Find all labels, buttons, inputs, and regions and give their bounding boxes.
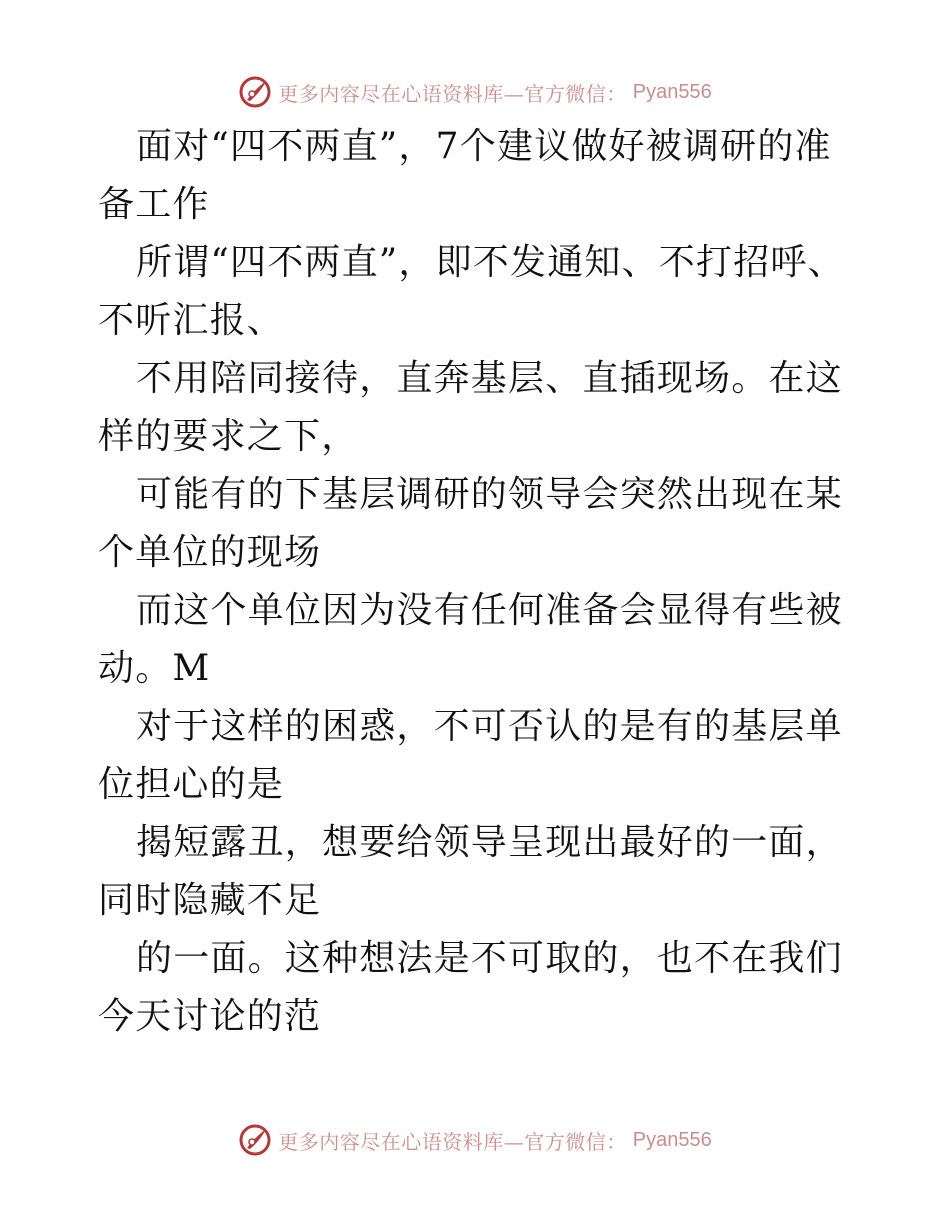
paragraph: 面对“四不两直”，7个建议做好被调研的准备工作 [98, 126, 832, 225]
paragraph: 对于这样的困惑，不可否认的是有的基层单位担心的是 [98, 706, 843, 805]
watermark-wechat-id: Pyan556 [632, 80, 712, 103]
paragraph: 的一面。这种想法是不可取的，也不在我们今天讨论的范 [98, 938, 843, 1037]
quill-pen-logo-icon [238, 1123, 272, 1157]
header-watermark [0, 72, 950, 112]
watermark-wechat-id: Pyan556 [632, 1128, 712, 1151]
quill-pen-logo-icon [238, 75, 272, 109]
document-body [98, 118, 858, 1046]
watermark-text: 更多内容尽在心语资料库—官方微信： [278, 1129, 627, 1154]
paragraph: 不用陪同接待，直奔基层、直插现场。在这样的要求之下， [98, 358, 843, 457]
footer-watermark [0, 1120, 950, 1160]
paragraph: 可能有的下基层调研的领导会突然出现在某个单位的现场 [98, 474, 843, 573]
paragraph: 所谓“四不两直”，即不发通知、不打招呼、不听汇报、 [98, 242, 845, 341]
paragraph: 而这个单位因为没有任何准备会显得有些被动。M [98, 590, 843, 689]
watermark-text: 更多内容尽在心语资料库—官方微信： [278, 81, 627, 106]
paragraph: 揭短露丑，想要给领导呈现出最好的一面，同时隐藏不足 [98, 822, 843, 921]
